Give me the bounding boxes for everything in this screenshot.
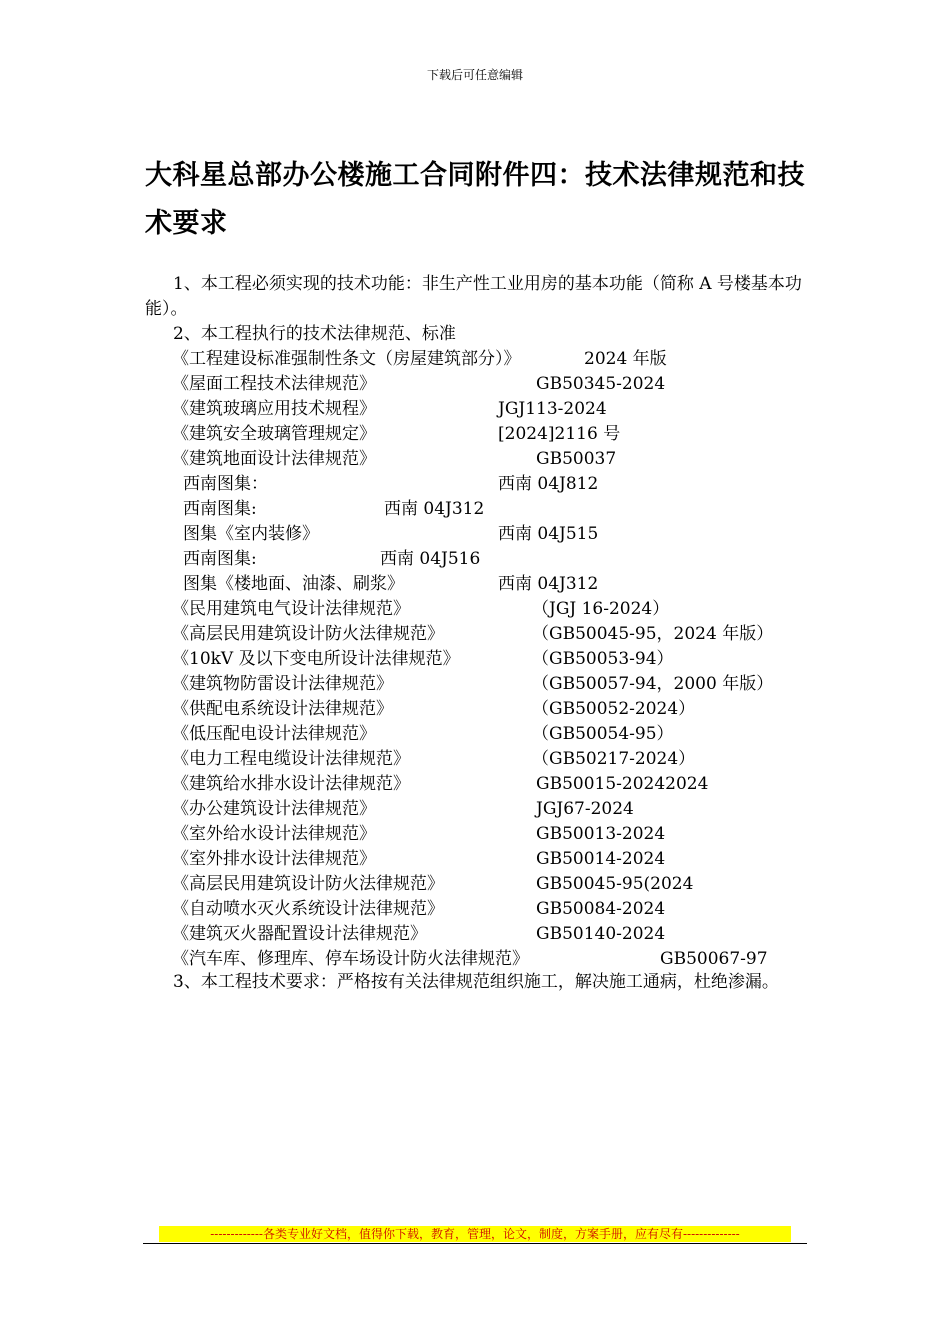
standard-code: GB50013-2024 <box>536 824 666 844</box>
standard-code: JGJ67-2024 <box>536 799 634 819</box>
standard-name: 《自动喷水灭火系统设计法律规范》 <box>172 899 444 919</box>
standard-code: （GB50053-94） <box>532 649 674 669</box>
standard-code: GB50015-20242024 <box>536 774 709 794</box>
paragraph-text: 1、本工程必须实现的技术功能：非生产性工业用房的基本功能（简称 A 号楼基本功能）。 <box>145 274 802 319</box>
standard-name: 图集《楼地面、油漆、刷浆》 <box>183 574 404 594</box>
standard-code: GB50345-2024 <box>536 374 666 394</box>
standard-name: 《高层民用建筑设计防火法律规范》 <box>172 624 444 644</box>
standard-row <box>0 522 950 547</box>
standard-name: 《建筑灭火器配置设计法律规范》 <box>172 924 427 944</box>
standard-name: 《高层民用建筑设计防火法律规范》 <box>172 874 444 894</box>
standard-row <box>0 722 950 747</box>
standard-row <box>0 622 950 647</box>
standard-code: （GB50217-2024） <box>532 749 696 769</box>
standard-code: （GB50057-94，2000 年版） <box>532 674 774 694</box>
paragraph-text: 2、本工程执行的技术法律规范、标准 <box>173 324 456 344</box>
standard-name: 《室外给水设计法律规范》 <box>172 824 376 844</box>
standard-row <box>0 897 950 922</box>
standard-code: （GB50054-95） <box>532 724 674 744</box>
standard-code: 西南 04J312 <box>498 574 599 594</box>
standard-code: GB50140-2024 <box>536 924 666 944</box>
standard-name: 《工程建设标准强制性条文（房屋建筑部分）》 <box>172 349 521 369</box>
standard-name: 《10kV 及以下变电所设计法律规范》 <box>172 649 460 669</box>
paragraph-text: 3、本工程技术要求：严格按有关法律规范组织施工，解决施工通病，杜绝渗漏。 <box>173 972 779 992</box>
standard-name: 西南图集: <box>183 499 257 519</box>
standard-code: 2024 年版 <box>584 349 667 369</box>
standard-name: 图集《室内装修》 <box>183 524 319 544</box>
standard-row <box>0 347 950 372</box>
footer-banner: -------------各类专业好文档，值得你下载，教育，管理，论文，制度，方案手册，应有尽有-------------- <box>159 1226 791 1242</box>
standard-code: GB50067-97 <box>660 949 768 969</box>
standard-name: 《建筑玻璃应用技术规程》 <box>172 399 376 419</box>
standard-row <box>0 472 950 497</box>
standards-list <box>0 347 950 972</box>
standard-code: （GB50045-95，2024 年版） <box>532 624 774 644</box>
standard-row <box>0 922 950 947</box>
standard-row <box>0 947 950 972</box>
standard-row <box>0 647 950 672</box>
standard-name: 西南图集: <box>183 549 257 569</box>
standard-code: GB50037 <box>536 449 617 469</box>
standard-row <box>0 597 950 622</box>
standard-code: JGJ113-2024 <box>498 399 607 419</box>
standard-row <box>0 422 950 447</box>
standard-row <box>0 397 950 422</box>
standard-code: 西南 04J812 <box>498 474 599 494</box>
header-note: 下载后可任意编辑 <box>426 68 523 82</box>
standard-code: GB50045-95(2024 <box>536 874 694 894</box>
standard-row <box>0 672 950 697</box>
standard-name: 《屋面工程技术法律规范》 <box>172 374 376 394</box>
standard-code: （GB50052-2024） <box>532 699 696 719</box>
standard-name: 西南图集： <box>183 474 268 494</box>
standard-row <box>0 747 950 772</box>
standard-name: 《建筑地面设计法律规范》 <box>172 449 376 469</box>
standard-name: 《供配电系统设计法律规范》 <box>172 699 393 719</box>
document-title: 大科星总部办公楼施工合同附件四：技术法律规范和技术要求 <box>145 160 805 239</box>
standard-code: （JGJ 16-2024） <box>532 599 670 619</box>
standard-code: 西南 04J515 <box>498 524 599 544</box>
standard-row <box>0 772 950 797</box>
paragraph-standards-heading <box>145 322 807 347</box>
standard-name: 《办公建筑设计法律规范》 <box>172 799 376 819</box>
standard-name: 《室外排水设计法律规范》 <box>172 849 376 869</box>
standard-name: 《建筑安全玻璃管理规定》 <box>172 424 376 444</box>
paragraph-technical-requirements <box>145 970 807 995</box>
standard-code: GB50014-2024 <box>536 849 666 869</box>
standard-row <box>0 372 950 397</box>
standard-name: 《电力工程电缆设计法律规范》 <box>172 749 410 769</box>
standard-name: 《低压配电设计法律规范》 <box>172 724 376 744</box>
standard-code: [2024]2116 号 <box>498 424 621 444</box>
paragraph-technical-function <box>145 272 807 322</box>
standard-name: 《建筑物防雷设计法律规范》 <box>172 674 393 694</box>
standard-row <box>0 547 950 572</box>
standard-row <box>0 447 950 472</box>
standard-code: GB50084-2024 <box>536 899 666 919</box>
standard-row <box>0 822 950 847</box>
standard-name: 《建筑给水排水设计法律规范》 <box>172 774 410 794</box>
standard-code: 西南 04J516 <box>380 549 481 569</box>
standard-row <box>0 847 950 872</box>
standard-row <box>0 697 950 722</box>
footer-divider <box>143 1243 807 1244</box>
standard-row <box>0 797 950 822</box>
standard-name: 《民用建筑电气设计法律规范》 <box>172 599 410 619</box>
standard-name: 《汽车库、修理库、停车场设计防火法律规范》 <box>172 949 529 969</box>
standard-row <box>0 572 950 597</box>
standard-code: 西南 04J312 <box>384 499 485 519</box>
standard-row <box>0 872 950 897</box>
standard-row <box>0 497 950 522</box>
